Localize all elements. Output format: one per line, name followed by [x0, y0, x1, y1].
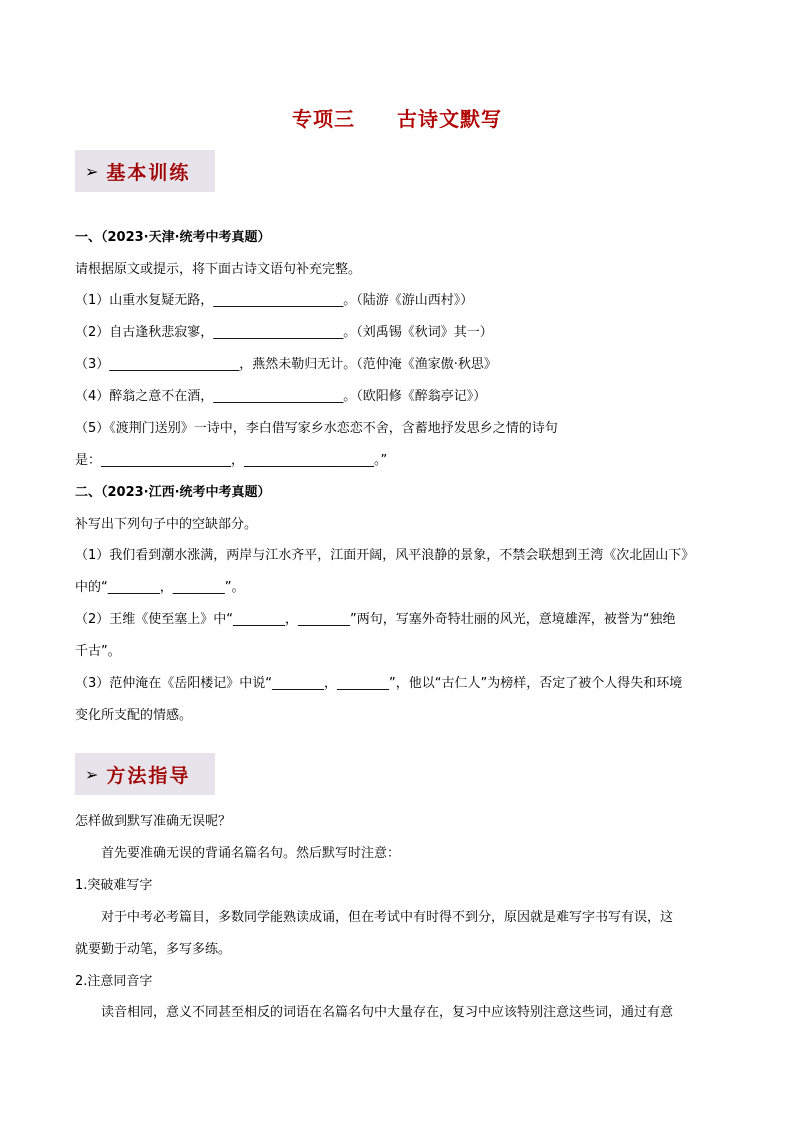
page-title: 专项三 古诗文默写	[292, 107, 502, 131]
question-1-instruction: 请根据原文或提示，将下面古诗文语句补充完整。	[75, 262, 362, 277]
section-banner-method-guide	[75, 753, 215, 795]
method-point-2-text: 读音相同，意义不同甚至相反的词语在名篇名句中大量存在，复习中应该特别注意这些词，通过有意	[101, 1005, 674, 1020]
question-1-item: （1）山重水复疑无路，____________________。（陆游《游山西村》）	[75, 293, 474, 308]
question-2-item: 千古”。	[75, 644, 121, 659]
question-1-item: （4）醉翁之意不在酒，____________________。（欧阳修《醉翁亭记》）	[75, 389, 487, 404]
method-point-1-title: 1.突破难写字	[75, 878, 153, 893]
section-banner-basic-training	[75, 150, 215, 192]
question-1-item: （3）____________________，燕然未勒归无计。（范仲淹《渔家傲·秋思》	[75, 357, 497, 372]
question-2-item: （1）我们看到潮水涨满，两岸与江水齐平，江面开阔，风平浪静的景象，不禁会联想到王湾《次北固山下》	[75, 548, 695, 563]
question-2-item: 变化所支配的情感。	[75, 708, 193, 723]
section-label: 基本训练	[106, 161, 191, 184]
question-1-item: 是：____________________，____________________。”	[75, 453, 388, 468]
question-1-item: （2）自古逢秋悲寂寥，____________________。（刘禹锡《秋词》其一）	[75, 325, 493, 340]
arrow-bullet-icon: ➢	[85, 764, 99, 784]
question-1-heading: 一、（2023·天津·统考中考真题）	[75, 230, 271, 245]
method-point-1-text: 对于中考必考篇目，多数同学能熟读成诵，但在考试中有时得不到分，原因就是难写字书写有误，这	[101, 910, 674, 925]
question-1-item: （5）《渡荆门送别》一诗中，李白借写家乡水恋恋不舍，含蓄地抒发思乡之情的诗句	[75, 421, 558, 436]
method-question: 怎样做到默写准确无误呢？	[75, 814, 232, 829]
section-label: 方法指导	[106, 764, 191, 787]
arrow-bullet-icon: ➢	[85, 161, 99, 181]
method-intro: 首先要准确无误的背诵名篇名句。然后默写时注意：	[101, 846, 401, 861]
question-2-instruction: 补写出下列句子中的空缺部分。	[75, 517, 258, 532]
question-2-item: 中的“________，________”。	[75, 580, 245, 595]
method-point-2-title: 2.注意同音字	[75, 974, 153, 989]
question-2-item: （2）王维《使至塞上》中“________，________”两句，写塞外奇特壮丽的风光，意境雄浑，被誉为“独绝	[75, 612, 676, 627]
method-point-1-text: 就要勤于动笔，多写多练。	[75, 942, 232, 957]
question-2-heading: 二、（2023·江西·统考中考真题）	[75, 485, 271, 500]
question-2-item: （3）范仲淹在《岳阳楼记》中说“________，________”，他以“古仁人”为榜样，否定了被个人得失和环境	[75, 676, 683, 691]
